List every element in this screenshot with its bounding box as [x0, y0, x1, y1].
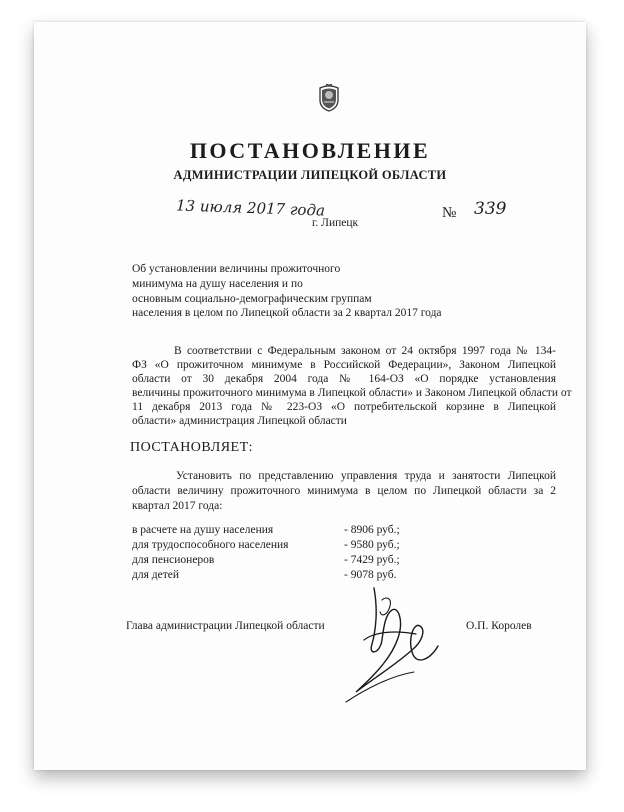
handwritten-number: 339: [474, 199, 507, 219]
row-label-children: для детей: [132, 569, 179, 581]
handwritten-date: 13 июля 2017 года: [175, 196, 326, 220]
coat-of-arms-icon: [318, 84, 340, 112]
number-label: №: [442, 205, 457, 221]
row-label-per-capita: в расчете на душу населения: [132, 524, 274, 536]
subject-line: Об установлении величины прожиточного: [132, 263, 341, 275]
preamble-line: области» администрация Липецкой области: [132, 415, 347, 427]
document-title: ПОСТАНОВЛЕНИЕ: [189, 138, 431, 163]
city-label: г. Липецк: [312, 217, 359, 229]
document-subtitle: АДМИНИСТРАЦИИ ЛИПЕЦКОЙ ОБЛАСТИ: [173, 168, 447, 182]
row-value-children: - 9078 руб.: [344, 569, 397, 581]
preamble-line: величины прожиточного минимума в Липецкой области» и Законом Липецкой области от: [132, 387, 572, 399]
row-label-working-age: для трудоспособного населения: [132, 539, 289, 551]
row-value-working-age: - 9580 руб.;: [344, 539, 400, 551]
subject-line: минимума на душу населения и по: [132, 277, 303, 290]
signatory-position: Глава администрации Липецкой области: [126, 620, 325, 632]
signatory-name: О.П. Королев: [466, 620, 532, 632]
decision-line: Установить по представлению управления труда и занятости Липецкой: [176, 470, 556, 482]
document-page: [34, 22, 586, 770]
preamble-paragraph: [132, 344, 572, 428]
resolves-heading: ПОСТАНОВЛЯЕТ:: [130, 440, 254, 455]
preamble-line: ФЗ «О прожиточном минимуме в Российской Федерации», Законом Липецкой: [132, 359, 556, 371]
decision-paragraph: [132, 469, 556, 514]
decision-line: области величину прожиточного минимума в целом по Липецкой области за 2: [132, 485, 556, 497]
preamble-line: 11 декабря 2013 года № 223-ОЗ «О потребительской корзине в Липецкой: [132, 401, 556, 413]
subject-block: [132, 262, 552, 321]
preamble-line: В соответствии с Федеральным законом от 24 октября 1997 года № 134-: [174, 345, 556, 357]
handwritten-signature-icon: [334, 580, 454, 710]
preamble-line: области от 30 декабря 2004 года № 164-ОЗ «О порядке установления: [132, 373, 556, 385]
decision-line: квартал 2017 года:: [132, 500, 223, 512]
row-value-per-capita: - 8906 руб.;: [344, 524, 400, 536]
row-value-pensioners: - 7429 руб.;: [344, 554, 400, 566]
subject-line: основным социально-демографическим группам: [132, 292, 372, 305]
row-label-pensioners: для пенсионеров: [132, 554, 215, 566]
subject-line: населения в целом по Липецкой области за 2 квартал 2017 года: [132, 307, 442, 320]
